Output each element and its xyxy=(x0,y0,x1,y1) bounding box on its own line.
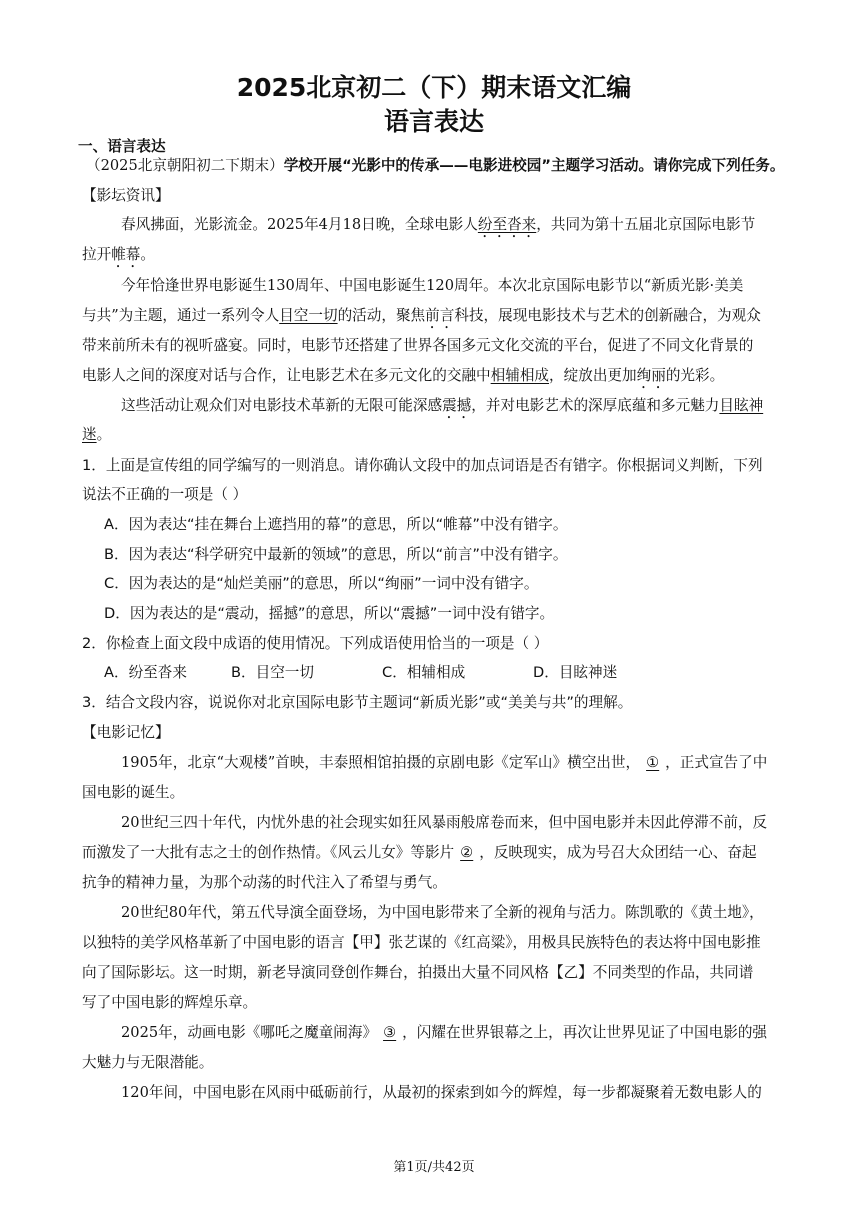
q2-option-a: A．纷至沓来 xyxy=(104,664,187,681)
part2-p4-line1: 2025年，动画电影《哪吒之魔童闹海》 ③ ，闪耀在世界银幕之上，再次让世界见证了中国电影的强 xyxy=(121,1024,768,1041)
part2-p2-line2: 而激发了一大批有志之士的创作热情。《风云儿女》等影片 ② ，反映现实，成为号召大众团结一心、奋起 xyxy=(82,844,757,861)
term-mukongyiqie: 目空一切 xyxy=(279,307,338,324)
term-fenzhitalai: 纷至沓来 xyxy=(477,216,537,233)
intro-text: 学校开展“光影中的传承——电影进校园”主题学习活动。请你完成下列任务。 xyxy=(283,157,785,174)
term-qianyan: 前言 xyxy=(425,307,455,324)
part1-p3-line2: 迷。 xyxy=(82,426,112,443)
part2-p2-line3: 抗争的精神力量，为那个动荡的时代注入了希望与勇气。 xyxy=(82,874,447,891)
part1-p1-line2: 拉开帷幕。 xyxy=(82,246,156,263)
part2-p5-line1: 120年间，中国电影在风雨中砥砺前行，从最初的探索到如今的辉煌，每一步都凝聚着无数电影人的 xyxy=(121,1084,762,1101)
part2-heading: 【电影记忆】 xyxy=(82,724,170,741)
intro-line xyxy=(86,156,784,176)
q3-stem: 3．结合文段内容，说说你对北京国际电影节主题词“新质光影”或“美美与共”的理解。 xyxy=(82,694,633,711)
term-xuanli: 绚丽 xyxy=(636,367,666,384)
part2-p1-line1: 1905年，北京“大观楼”首映，丰泰照相馆拍摄的京剧电影《定军山》横空出世， ① ，正式宣告了中 xyxy=(121,754,768,771)
q2-option-b: B．目空一切 xyxy=(231,664,314,681)
part2-p3-line4: 写了中国电影的辉煌乐章。 xyxy=(82,994,258,1011)
part1-p2-line2: 与共”为主题，通过一系列令人目空一切的活动，聚焦前言科技，展现电影技术与艺术的创新融合，为观众 xyxy=(82,307,761,324)
part2-p2-line1: 20世纪三四十年代，内忧外患的社会现实如狂风暴雨般席卷而来，但中国电影并未因此停滞不前，反 xyxy=(121,814,768,831)
part2-p4-line2: 大魅力与无限潜能。 xyxy=(82,1054,214,1071)
part2-p3-line1: 20世纪80年代，第五代导演全面登场，为中国电影带来了全新的视角与活力。陈凯歌的《黄土地》， xyxy=(121,904,764,921)
part2-p3-line2: 以独特的美学风格革新了中国电影的语言【甲】张艺谋的《红高粱》，用极具民族特色的表达将中国电影推 xyxy=(82,934,761,951)
term-muxuanshenmi-part1: 目眩神 xyxy=(719,397,764,414)
intro-source: （2025北京朝阳初二下期末） xyxy=(86,157,284,174)
part1-p2-line3: 带来前所未有的视听盛宴。同时，电影节还搭建了世界各国多元文化交流的平台，促进了不同文化背景的 xyxy=(82,337,754,354)
blank-3: ③ xyxy=(383,1024,397,1041)
blank-2: ② xyxy=(460,844,474,861)
part1-heading: 【影坛资讯】 xyxy=(82,187,170,204)
term-xiangfuxiangcheng: 相辅相成 xyxy=(490,367,550,384)
q1-option-d: D．因为表达的是“震动，摇撼”的意思，所以“震撼”一词中没有错字。 xyxy=(104,605,555,622)
part1-p3-line1: 这些活动让观众们对电影技术革新的无限可能深感震撼，并对电影艺术的深厚底蕴和多元魅力目眩神 xyxy=(121,397,764,414)
q1-option-c: C．因为表达的是“灿烂美丽”的意思，所以“绚丽”一词中没有错字。 xyxy=(104,575,539,592)
part2-p3-line3: 向了国际影坛。这一时期，新老导演同登创作舞台，拍摄出大量不同风格【乙】不同类型的作品，共同谱 xyxy=(82,964,754,981)
q1-option-b: B．因为表达“科学研究中最新的领域”的意思，所以“前言”中没有错字。 xyxy=(104,546,568,563)
part1-p2-line1: 今年恰逢世界电影诞生130周年、中国电影诞生120周年。本次北京国际电影节以“新质光影·美美 xyxy=(121,277,744,294)
q1-option-a: A．因为表达“挂在舞台上遮挡用的幕”的意思，所以“帷幕”中没有错字。 xyxy=(104,516,568,533)
term-muxuanshenmi-part2: 迷 xyxy=(82,426,97,443)
part2-p1-line2: 国电影的诞生。 xyxy=(82,784,185,801)
term-weimu: 帷幕 xyxy=(111,246,141,263)
section-heading: 一、语言表达 xyxy=(78,138,166,155)
page-number: 第1页/共42页 xyxy=(393,1160,475,1175)
term-zhenhan: 震撼 xyxy=(442,397,472,414)
q2-option-d: D．目眩神迷 xyxy=(533,664,618,681)
part1-p2-line4: 电影人之间的深度对话与合作，让电影艺术在多元文化的交融中相辅相成，绽放出更加绚丽的光彩。 xyxy=(82,367,725,384)
part1-p1-line1: 春风拂面，光影流金。2025年4月18日晚，全球电影人纷至沓来，共同为第十五届北京国际电影节 xyxy=(121,216,756,233)
q1-stem-line1: 1．上面是宣传组的同学编写的一则消息。请你确认文段中的加点词语是否有错字。你根据词义判断，下列 xyxy=(82,457,763,474)
document-title: 2025北京初二（下）期末语文汇编 xyxy=(236,73,632,102)
q2-option-c: C．相辅相成 xyxy=(382,664,466,681)
q1-stem-line2: 说法不正确的一项是（ ） xyxy=(82,486,248,503)
blank-1: ① xyxy=(646,754,660,771)
document-subtitle: 语言表达 xyxy=(383,107,484,136)
q2-stem: 2．你检查上面文段中成语的使用情况。下列成语使用恰当的一项是（ ） xyxy=(82,635,549,652)
